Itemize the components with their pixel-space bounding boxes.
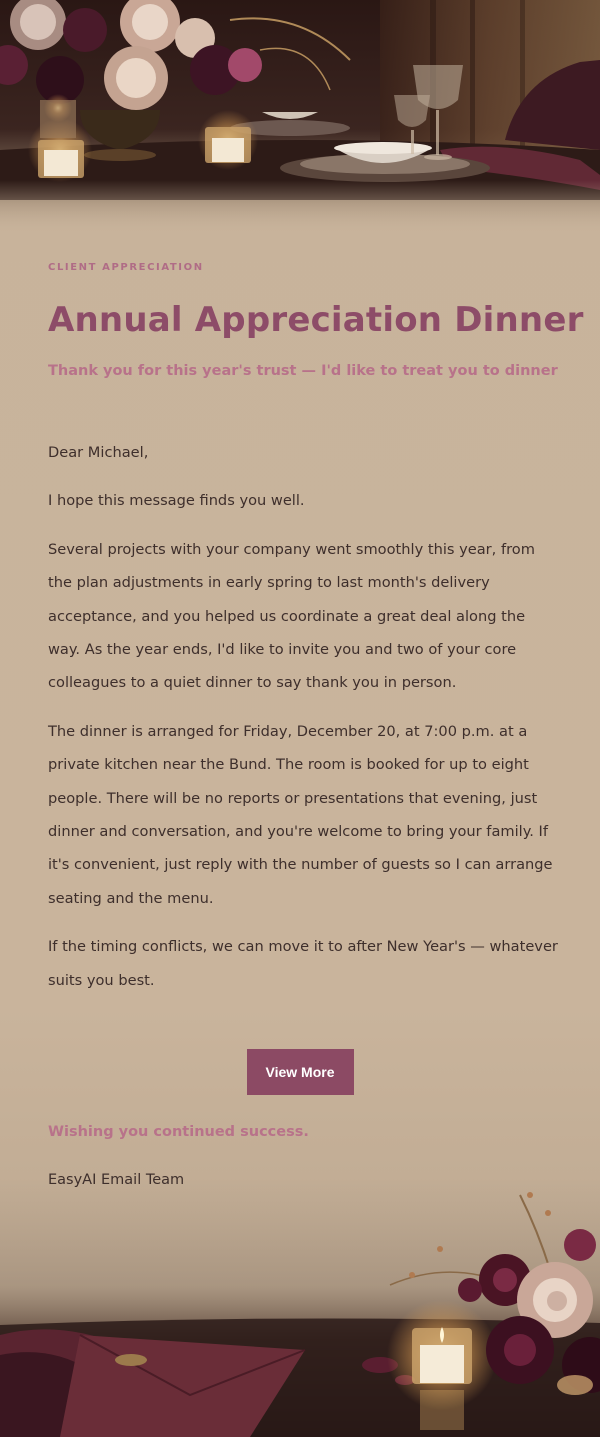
body-paragraph: Several projects with your company went smoothly this year, from the plan adjustments in early spring to last month's delivery acceptance, and you helped us coordinate a great deal along the way. As the year ends, I'd like to invite you and two of your core colleagues to a quiet dinner to say thank you in person. <box>48 540 535 692</box>
view-more-button[interactable]: View More <box>247 1049 354 1095</box>
closing-line: Wishing you continued success. <box>48 1124 309 1140</box>
footer-image <box>0 1185 600 1437</box>
page-title: Annual Appreciation Dinner <box>48 300 584 340</box>
greeting: Dear Michael, <box>48 444 149 461</box>
signature: EasyAI Email Team <box>48 1172 185 1188</box>
header-image <box>0 0 600 235</box>
subtitle: Thank you for this year's trust — I'd like to treat you to dinner <box>48 363 558 379</box>
body-paragraph: I hope this message finds you well. <box>48 492 305 510</box>
cta-container <box>48 1049 552 1095</box>
body-paragraph: If the timing conflicts, we can move it to after New Year's — whatever suits you best. <box>48 938 558 989</box>
eyebrow-label: CLIENT APPRECIATION <box>48 262 204 273</box>
email-body <box>48 436 558 1012</box>
body-paragraph: The dinner is arranged for Friday, December 20, at 7:00 p.m. at a private kitchen near the Bund. The room is booked for up to eight people. There will be no reports or presentations that evening, just dinner and conversation, and you're welcome to bring your family. If it's convenient, just reply with the number of guests so I can arrange seating and the menu. <box>48 722 553 907</box>
